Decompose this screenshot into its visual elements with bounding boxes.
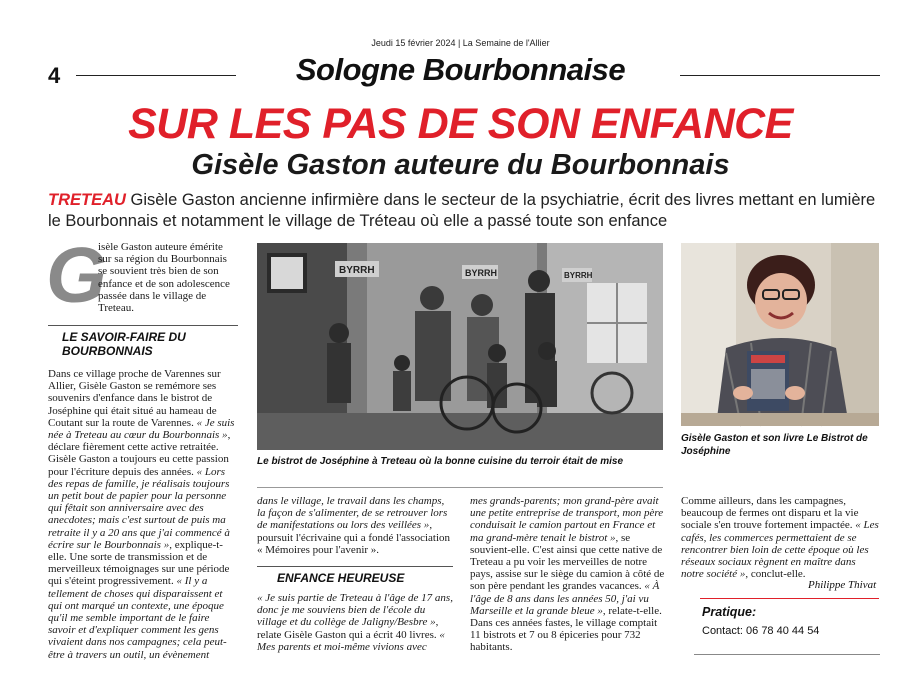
author-photo	[681, 243, 879, 426]
dropcap-letter: G	[46, 231, 107, 319]
author-signature: Philippe Thivat	[808, 579, 877, 591]
byrrh-sign-1: BYRRH	[339, 265, 375, 276]
dateline: Jeudi 15 février 2024 | La Semaine de l'Allier	[371, 38, 550, 48]
column-4-text: Comme ailleurs, dans les campagnes, beaucoup de fermes ont disparu et la vie sociale s'en trouve fortement impactée. « Les cafés, les commerces permettaient de se rencontrer bien loin de cette époque où les réseaux sociaux règnent en maître dans notre société », conclut-elle.	[681, 495, 879, 581]
byrrh-sign-2: BYRRH	[465, 268, 498, 278]
column-1-text: Dans ce village proche de Varennes sur Allier, Gisèle Gaston se remémore ses souvenirs d'enfance dans le bistrot de Joséphine qui était situé au hameau de Coutant sur la route de Varennes. « Je suis née à Treteau au cœur du Bourbonnais », déclare fièrement cette active retraitée. Gisèle Gaston a toujours eu cette passion pour l'écriture depuis des années. « Lors des repas de famille, je réalisais toujours un petit bout de papier pour la personne qui fêtait son anniversaire avec des anecdotes; mais c'est surtout de puis ma retraite il y a 20 ans que j'ai commencé à écrire sur le Bourbonnais », explique-t-elle. Une sorte de transmission et de merveilleux témoignages sur une période qui s'éteint progressivement. « Il y a tellement de choses qui disparaissent et qui ont marqué un contexte, une époque qu'il me semble important de le faire savoir et d'expliquer comment les gens vivaient dans nos campagnes; cela peut-être à travers un outil, un évènement	[48, 368, 235, 661]
section2-heading: ENFANCE HEUREUSE	[277, 571, 405, 585]
column-2-text: dans le village, le travail dans les champs, la façon de s'alimenter, de se retrouver lors de manifestations ou lors des veillées », poursuit l'écrivaine qui a fondé l'association « Mémoires pour l'avenir ».	[257, 495, 451, 556]
bistrot-photo-caption: Le bistrot de Joséphine à Treteau où la bonne cuisine du terroir était de mise	[257, 456, 624, 467]
headline: SUR LES PAS DE SON ENFANCE	[128, 100, 793, 148]
column-3-text: mes grands-parents; mon grand-père avait une petite entreprise de transport, mon père conduisait le camion partout en France et ma grand-mère tenait le bistrot », se souvient-elle. C'est ainsi que cette native de Treteau a pu voir les merveilles de notre pays, assise sur le siège du camion à côté de son père pendant les grandes vacances. « À l'âge de 8 ans dans les années 50, j'ai vu Marseille et la grande bleue », relate-t-elle. Dans ces années fastes, le village comptait 11 bistrots et 7 ou 8 épiceries pour 732 habitants.	[470, 495, 665, 654]
lead-paragraph: isèle Gaston auteure émérite sur sa région du Bourbonnais se souvient très bien de son enfance et de son adolescence passée dans le village de Treteau.	[98, 241, 230, 315]
section2-rule	[257, 566, 453, 567]
byrrh-sign-3: BYRRH	[564, 271, 593, 280]
caption-rule	[257, 487, 663, 488]
intro-text: Gisèle Gaston ancienne infirmière dans le secteur de la psychiatrie, écrit des livres mettant en lumière le Bourbonnais et notamment le village de Tréteau où elle a passé toute son enfance	[48, 191, 876, 230]
intro-place: TRETEAU	[48, 191, 126, 209]
bottom-rule	[694, 654, 880, 655]
section1-heading: LE SAVOIR-FAIRE DU BOURBONNAIS	[62, 330, 186, 358]
intro-paragraph	[48, 190, 888, 232]
page-number: 4	[48, 63, 61, 88]
section-title: Sologne Bourbonnaise	[295, 52, 626, 87]
contact-info: Contact: 06 78 40 44 54	[702, 625, 820, 637]
pratique-heading: Pratique:	[702, 605, 757, 619]
section1-rule	[48, 325, 238, 326]
bistrot-photo	[257, 243, 663, 450]
pratique-rule	[700, 598, 879, 599]
column-2-text-b: « Je suis partie de Treteau à l'âge de 17 ans, donc je me souviens bien de l'école du village et du collège de Jaligny/Besbre », relate Gisèle Gaston qui a écrit 40 livres. « Mes parents et moi-même vivions avec	[257, 592, 453, 653]
dropcap	[42, 231, 107, 319]
author-photo-caption: Gisèle Gaston et son livre Le Bistrot de Joséphine	[681, 433, 868, 457]
subheadline: Gisèle Gaston auteure du Bourbonnais	[191, 149, 730, 181]
